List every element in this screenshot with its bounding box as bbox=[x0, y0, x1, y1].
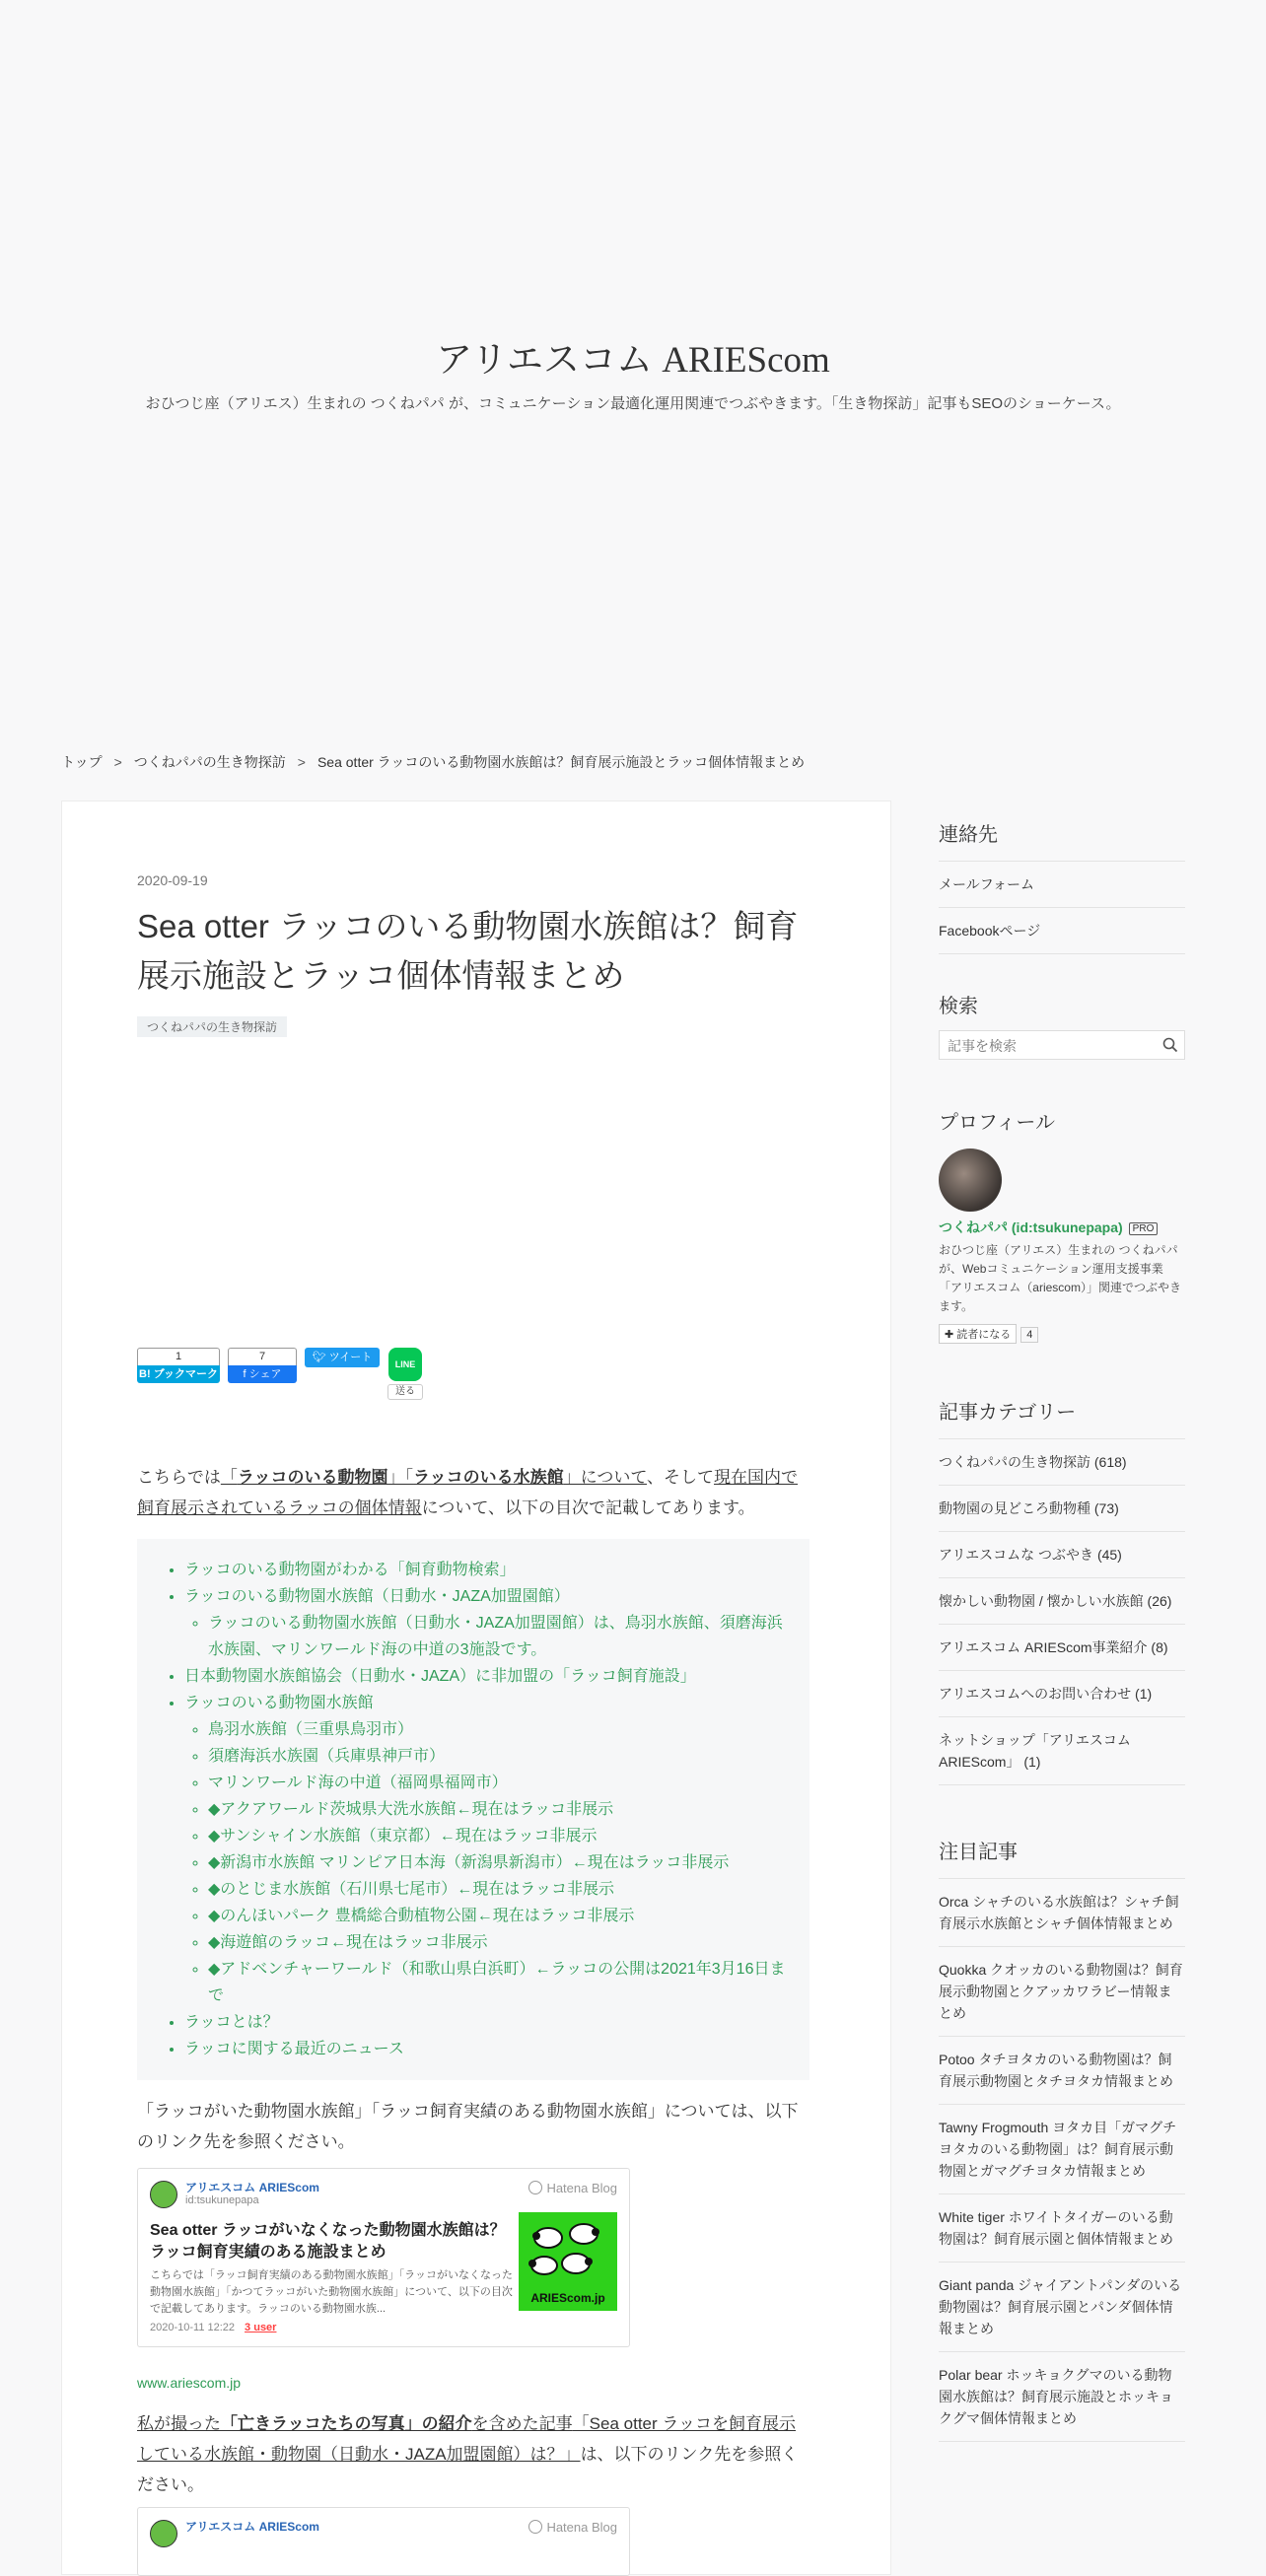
toc-item-label[interactable]: ラッコのいる動物園水族館（日動水・JAZA加盟園館） bbox=[184, 1588, 570, 1605]
para3-underlined: を含めた記事 bbox=[471, 2414, 573, 2433]
featured-article-link[interactable]: Tawny Frogmouth ヨタカ目「ガマグチヨタカのいる動物園」は？飼育展示動物園とガマグチヨタカ情報まとめ bbox=[939, 2105, 1185, 2194]
toc-sublist bbox=[184, 1610, 786, 1663]
embed-hatena-brand bbox=[528, 2181, 617, 2195]
toc-item[interactable] bbox=[184, 2009, 786, 2036]
toc-subitem[interactable] bbox=[208, 1716, 786, 1743]
embed-blog-avatar bbox=[150, 2520, 177, 2547]
line-send-button[interactable] bbox=[387, 1348, 423, 1400]
facebook-page-link[interactable]: Facebookページ bbox=[939, 908, 1185, 954]
category-item[interactable]: アリエスコム ARIEScom事業紹介 (8) bbox=[939, 1625, 1185, 1671]
featured-article-link[interactable]: Potoo タチヨタカのいる動物園は？飼育展示動物園とタチヨタカ情報まとめ bbox=[939, 2037, 1185, 2105]
toc-subitem[interactable] bbox=[208, 1770, 786, 1796]
intro-keyword: ラッコのいる水族館 bbox=[413, 1468, 564, 1487]
featured-heading: 注目記事 bbox=[939, 1836, 1185, 1879]
blog-title[interactable]: アリエスコム ARIEScom bbox=[436, 340, 830, 381]
toc-item[interactable] bbox=[184, 2036, 786, 2062]
toc-subitem-label[interactable]: マリンワールド海の中道（福岡県福岡市） bbox=[208, 1775, 508, 1791]
toc-subitem-label[interactable]: ◆アクアワールド茨城県大洗水族館←現在はラッコ非展示 bbox=[208, 1801, 614, 1818]
toc-sublist bbox=[184, 1716, 786, 2009]
toc-subitem[interactable] bbox=[208, 1929, 786, 1956]
toc-item[interactable] bbox=[184, 1690, 786, 2009]
line-send-label: 送る bbox=[387, 1384, 423, 1400]
embed-brand-label: Hatena Blog bbox=[546, 2181, 617, 2195]
embed-brand-label: Hatena Blog bbox=[546, 2520, 617, 2535]
embed-url-link[interactable]: www.ariescom.jp bbox=[137, 2375, 242, 2391]
subscribe-button[interactable]: ✚ 読者になる bbox=[939, 1324, 1017, 1344]
blog-embed-card[interactable] bbox=[137, 2507, 630, 2576]
toc-subitem[interactable] bbox=[208, 1610, 786, 1663]
intro-text: 」「 bbox=[387, 1468, 414, 1487]
embed-bookmark-users[interactable]: 3 user bbox=[245, 2322, 277, 2333]
tweet-button[interactable] bbox=[305, 1348, 380, 1367]
article-card bbox=[61, 801, 891, 2575]
toc-subitem[interactable] bbox=[208, 1849, 786, 1876]
intro-underlined: 現在国内で飼育展示されているラッコの個体情報 bbox=[137, 1468, 799, 1517]
toc-item-label[interactable]: 日本動物園水族館協会（日動水・JAZA）に非加盟の「ラッコ飼育施設」 bbox=[184, 1668, 696, 1685]
table-of-contents bbox=[137, 1539, 809, 2080]
contact-heading: 連絡先 bbox=[939, 818, 1185, 862]
toc-list bbox=[137, 1557, 786, 2062]
toc-subitem[interactable] bbox=[208, 1743, 786, 1770]
search-icon[interactable] bbox=[1162, 1037, 1178, 1053]
toc-subitem-label[interactable]: ラッコのいる動物園水族館（日動水・JAZA加盟園館）は、鳥羽水族館、須磨海浜水族園、マリンワールド海の中道の3施設です。 bbox=[208, 1615, 783, 1658]
search-module bbox=[939, 990, 1185, 1060]
breadcrumb bbox=[61, 752, 805, 772]
hatena-bookmark-label: B! ブックマーク bbox=[137, 1365, 220, 1383]
category-module bbox=[939, 1396, 1185, 1785]
article-category-tag[interactable]: つくねパパの生き物探訪 bbox=[137, 1016, 287, 1037]
embed-date-text: 2020-10-11 12:22 bbox=[150, 2322, 236, 2333]
mail-form-link[interactable]: メールフォーム bbox=[939, 862, 1185, 908]
hatena-bookmark-button[interactable] bbox=[137, 1348, 220, 1383]
intro-text: について、以下の目次で記載してあります。 bbox=[421, 1498, 755, 1517]
category-item[interactable]: 懐かしい動物園 / 懐かしい水族館 (26) bbox=[939, 1578, 1185, 1625]
toc-subitem[interactable] bbox=[208, 1823, 786, 1849]
breadcrumb-category-link[interactable]: つくねパパの生き物探訪 bbox=[133, 754, 286, 770]
category-item[interactable]: 動物園の見どころ動物種 (73) bbox=[939, 1486, 1185, 1532]
toc-subitem-label[interactable]: ◆のとじま水族館（石川県七尾市）←現在はラッコ非展示 bbox=[208, 1881, 614, 1898]
sheep-illustration-icon bbox=[519, 2212, 617, 2291]
toc-item-label[interactable]: ラッコに関する最近のニュース bbox=[184, 2041, 404, 2057]
line-icon: LINE bbox=[388, 1348, 422, 1381]
embed-blog-avatar bbox=[150, 2181, 177, 2208]
photo-article-paragraph bbox=[137, 2408, 809, 2500]
toc-item-label[interactable]: ラッコのいる動物園がわかる「飼育動物検索」 bbox=[184, 1562, 516, 1578]
twitter-bird-icon: 🐦︎ bbox=[312, 1352, 326, 1363]
toc-subitem-label[interactable]: ◆海遊館のラッコ←現在はラッコ非展示 bbox=[208, 1934, 488, 1951]
toc-subitem-label[interactable]: ◆サンシャイン水族館（東京都）←現在はラッコ非展示 bbox=[208, 1828, 598, 1845]
category-item[interactable]: アリエスコムな つぶやき (45) bbox=[939, 1532, 1185, 1578]
featured-article-link[interactable]: Quokka クオッカのいる動物園は？飼育展示動物園とクアッカワラビー情報まとめ bbox=[939, 1947, 1185, 2037]
toc-subitem-label[interactable]: 須磨海浜水族園（兵庫県神戸市） bbox=[208, 1748, 446, 1765]
search-input[interactable] bbox=[946, 1032, 1157, 1060]
embed-blog-id: id:tsukunepapa bbox=[185, 2194, 259, 2206]
featured-article-link[interactable]: Polar bear ホッキョクグマのいる動物園水族館は？飼育展示施設とホッキョクグマ個体情報まとめ bbox=[939, 2352, 1185, 2442]
featured-article-link[interactable]: White tiger ホワイトタイガーのいる動物園は？飼育展示園と個体情報まとめ bbox=[939, 2194, 1185, 2263]
reader-count: 4 bbox=[1020, 1327, 1038, 1343]
embed-thumbnail-text: ARIEScom.jp bbox=[530, 2291, 605, 2305]
embed-blog-name[interactable]: アリエスコム ARIEScom bbox=[185, 2181, 319, 2194]
intro-text: 「 bbox=[220, 1468, 238, 1487]
blog-embed-card[interactable] bbox=[137, 2168, 630, 2347]
embed-thumbnail[interactable] bbox=[519, 2212, 617, 2311]
breadcrumb-current: Sea otter ラッコのいる動物園水族館は？飼育展示施設とラッコ個体情報まとめ bbox=[316, 754, 806, 770]
breadcrumb-separator: > bbox=[113, 754, 122, 770]
toc-item[interactable] bbox=[184, 1583, 786, 1663]
pro-badge: PRO bbox=[1129, 1222, 1159, 1235]
intro-keyword: ラッコのいる動物園 bbox=[237, 1468, 388, 1487]
profile-heading: プロフィール bbox=[939, 1112, 1055, 1134]
profile-name-text[interactable]: つくねパパ (id:tsukunepapa) bbox=[939, 1219, 1123, 1235]
embed-hatena-brand bbox=[528, 2520, 617, 2535]
category-item[interactable]: ネットショップ「アリエスコム ARIEScom」 (1) bbox=[939, 1717, 1185, 1785]
toc-item-label[interactable]: ラッコのいる動物園水族館 bbox=[184, 1695, 374, 1711]
embed-title[interactable]: Sea otter ラッコがいなくなった動物園水族館は？ラッコ飼育実績のある施設まとめ bbox=[150, 2222, 506, 2261]
toc-subitem-label[interactable]: ◆新潟市水族館 マリンピア日本海（新潟県新潟市）←現在はラッコ非展示 bbox=[208, 1854, 730, 1871]
para3-underlined: 私が撮った bbox=[137, 2414, 221, 2433]
intro-text: 」について bbox=[563, 1468, 648, 1487]
toc-subitem[interactable] bbox=[208, 1796, 786, 1823]
search-heading: 検索 bbox=[939, 996, 978, 1017]
toc-subitem-label[interactable]: ◆アドベンチャーワールド（和歌山県白浜町）←ラッコの公開は2021年3月16日まで bbox=[208, 1961, 786, 2004]
toc-subitem[interactable] bbox=[208, 1956, 786, 2009]
toc-subitem-label[interactable]: ◆のんほいパーク 豊橋総合動植物公園←現在はラッコ非展示 bbox=[208, 1908, 635, 1924]
avatar[interactable] bbox=[939, 1149, 1002, 1212]
embed-blog-name[interactable]: アリエスコム ARIEScom bbox=[185, 2520, 319, 2534]
featured-article-link[interactable]: Giant panda ジャイアントパンダのいる動物園は？飼育展示園とパンダ個体情報まとめ bbox=[939, 2263, 1185, 2352]
toc-item-label[interactable]: ラッコとは？ bbox=[184, 2014, 279, 2031]
toc-subitem[interactable] bbox=[208, 1903, 786, 1929]
para3-keyword: 「亡きラッコたちの写真」の紹介 bbox=[221, 2414, 472, 2433]
embed-snippet: こちらでは「ラッコ飼育実績のある動物園水族館」「ラッコがいなくなった動物園水族館」「かつてラッコがいた動物園水族館」について、以下の目次で記載してあります。ラッコのいる動物園水族... bbox=[150, 2269, 513, 2315]
breadcrumb-separator: > bbox=[297, 754, 306, 770]
embed-date bbox=[150, 2322, 276, 2333]
category-heading: 記事カテゴリー bbox=[939, 1396, 1185, 1439]
toc-subitem[interactable] bbox=[208, 1876, 786, 1903]
related-paragraph: 「ラッコがいた動物園水族館」「ラッコ飼育実績のある動物園水族館」については、以下のリンク先を参照ください。 bbox=[137, 2102, 799, 2151]
category-item[interactable]: アリエスコムへのお問い合わせ (1) bbox=[939, 1671, 1185, 1717]
intro-text: 、そして bbox=[647, 1468, 715, 1487]
toc-subitem-label[interactable]: 鳥羽水族館（三重県鳥羽市） bbox=[208, 1721, 414, 1738]
toc-item[interactable] bbox=[184, 1557, 786, 1583]
hatena-blog-icon bbox=[528, 2181, 542, 2194]
facebook-share-count: 7 bbox=[228, 1348, 297, 1365]
article-date[interactable]: 2020-09-19 bbox=[137, 872, 208, 888]
para3-text: は、以下のリンク先を参照ください。 bbox=[137, 2445, 799, 2494]
toc-item[interactable] bbox=[184, 1663, 786, 1690]
blog-description: おひつじ座（アリエス）生まれの つくねパパ が、コミュニケーション最適化運用関連でつぶやきます。「生き物探訪」記事もSEOのショーケース。 bbox=[145, 395, 1121, 412]
article-title[interactable]: Sea otter ラッコのいる動物園水族館は？飼育展示施設とラッコ個体情報まとめ bbox=[137, 908, 799, 994]
facebook-share-button[interactable] bbox=[228, 1348, 297, 1383]
profile-module bbox=[939, 1106, 1185, 1344]
tweet-label: ツイート bbox=[328, 1352, 373, 1363]
intro-paragraph bbox=[137, 1462, 809, 1523]
category-item[interactable]: つくねパパの生き物探訪 (618) bbox=[939, 1439, 1185, 1486]
para3-link[interactable]: 「Sea otter ラッコを飼育展示している水族館・動物園（日動水・JAZA加盟園館）は？」 bbox=[137, 2414, 797, 2464]
intro-text: こちらでは bbox=[137, 1468, 221, 1487]
profile-description: おひつじ座（アリエス）生まれの つくねパパ が、Webコミュニケーション運用支援事業「アリエスコム（ariescom）」関連でつぶやきます。 bbox=[939, 1243, 1181, 1313]
profile-name[interactable] bbox=[939, 1218, 1185, 1237]
facebook-share-label: f シェア bbox=[228, 1365, 297, 1383]
featured-module bbox=[939, 1836, 1185, 2442]
hatena-bookmark-count: 1 bbox=[137, 1348, 220, 1365]
search-box bbox=[939, 1030, 1185, 1060]
contact-module bbox=[939, 818, 1185, 954]
featured-article-link[interactable]: Orca シャチのいる水族館は？シャチ飼育展示水族館とシャチ個体情報まとめ bbox=[939, 1879, 1185, 1947]
breadcrumb-top-link[interactable]: トップ bbox=[61, 754, 103, 770]
